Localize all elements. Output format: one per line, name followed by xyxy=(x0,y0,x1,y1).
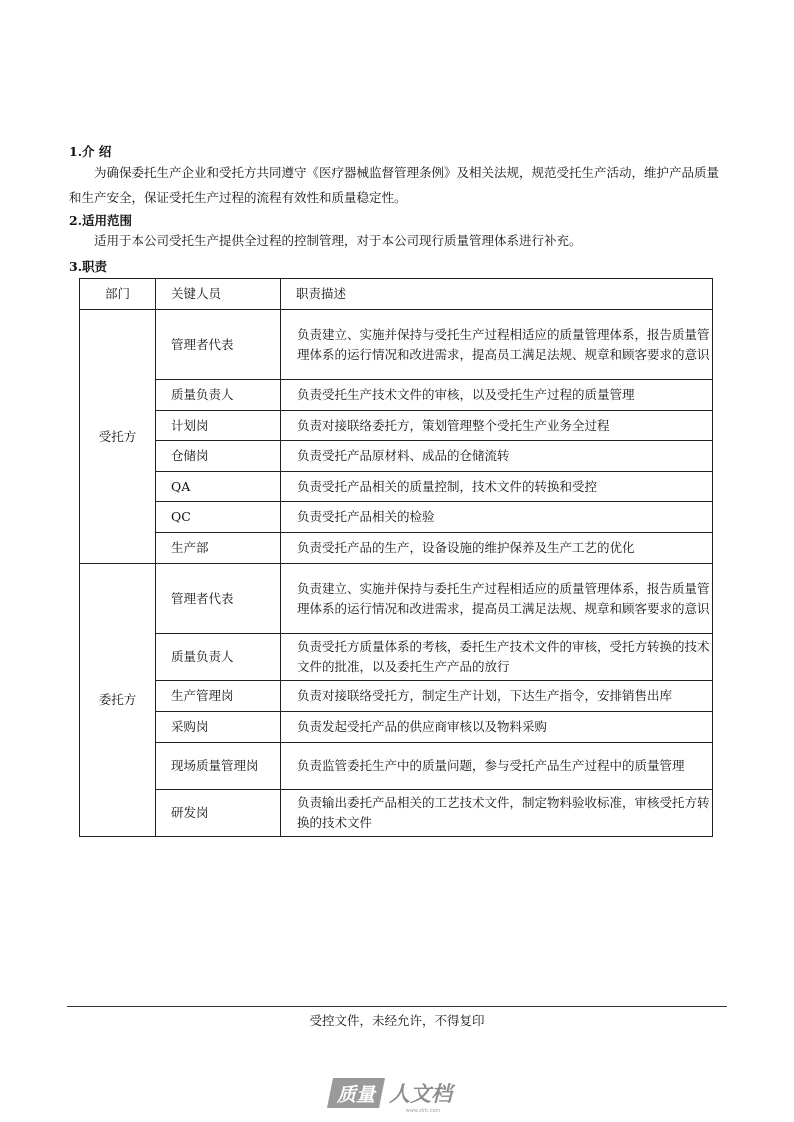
watermark-logo-mark xyxy=(327,1078,385,1108)
dept-cell-principal: 委托方 xyxy=(80,564,156,837)
role-cell: 生产管理岗 xyxy=(156,681,281,712)
role-cell: 质量负责人 xyxy=(156,634,281,681)
table-row xyxy=(80,441,713,472)
section-heading-duties: 3.职责 xyxy=(69,259,108,274)
desc-cell: 负责建立、实施并保持与委托生产过程相适应的质量管理体系，报告质量管理体系的运行情况和改进需求，提高员工满足法规、规章和顾客要求的意识 xyxy=(281,564,713,634)
role-cell: 管理者代表 xyxy=(156,310,281,380)
watermark-url: www.zlrk.com xyxy=(405,1108,441,1114)
desc-cell: 负责受托产品相关的质量控制，技术文件的转换和受控 xyxy=(281,472,713,502)
role-cell: 研发岗 xyxy=(156,790,281,837)
table-row xyxy=(80,681,713,712)
footer-text: 受控文件，未经允许，不得复印 xyxy=(309,1013,485,1028)
section-heading-scope: 2.适用范围 xyxy=(69,213,133,228)
table-row xyxy=(80,634,713,681)
desc-cell: 负责对接联络受托方，制定生产计划，下达生产指令，安排销售出库 xyxy=(281,681,713,712)
role-cell: QA xyxy=(156,472,281,502)
desc-cell: 负责输出委托产品相关的工艺技术文件，制定物料验收标准，审核受托方转换的技术文件 xyxy=(281,790,713,837)
table-row xyxy=(80,564,713,634)
desc-cell: 负责监管委托生产中的质量问题，参与受托产品生产过程中的质量管理 xyxy=(281,743,713,790)
role-cell: 生产部 xyxy=(156,533,281,564)
table-row xyxy=(80,712,713,743)
header-dept: 部门 xyxy=(80,279,156,310)
section-heading-intro: 1.介 绍 xyxy=(69,144,112,159)
desc-cell: 负责受托产品原材料、成品的仓储流转 xyxy=(281,441,713,472)
desc-cell: 负责对接联络委托方，策划管理整个受托生产业务全过程 xyxy=(281,411,713,441)
role-cell: 仓储岗 xyxy=(156,441,281,472)
role-cell: 质量负责人 xyxy=(156,380,281,411)
intro-paragraph: 为确保委托生产企业和受托方共同遵守《医疗器械监督管理条例》及相关法规，规范受托生产活动，维护产品质量和生产安全，保证受托生产过程的流程有效性和质量稳定性。 xyxy=(69,165,720,205)
role-cell: QC xyxy=(156,502,281,533)
header-desc: 职责描述 xyxy=(281,279,713,310)
desc-cell: 负责受托生产技术文件的审核，以及受托生产过程的质量管理 xyxy=(281,380,713,411)
role-cell: 采购岗 xyxy=(156,712,281,743)
desc-cell: 负责受托产品相关的检验 xyxy=(281,502,713,533)
table-row xyxy=(80,502,713,533)
desc-cell: 负责受托产品的生产，设备设施的维护保养及生产工艺的优化 xyxy=(281,533,713,564)
table-row xyxy=(80,533,713,564)
dept-cell-trustee: 受托方 xyxy=(80,310,156,564)
desc-cell: 负责建立、实施并保持与受托生产过程相适应的质量管理体系，报告质量管理体系的运行情况和改进需求，提高员工满足法规、规章和顾客要求的意识 xyxy=(281,310,713,380)
desc-cell: 负责发起受托产品的供应商审核以及物料采购 xyxy=(281,712,713,743)
watermark-text-b: 人文档 xyxy=(389,1082,452,1106)
watermark-text-a: 质量 xyxy=(336,1084,376,1106)
table-row xyxy=(80,310,713,380)
role-cell: 计划岗 xyxy=(156,411,281,441)
table-row xyxy=(80,411,713,441)
table-row xyxy=(80,380,713,411)
role-cell: 管理者代表 xyxy=(156,564,281,634)
footer-divider xyxy=(67,1006,727,1007)
table-header-row xyxy=(80,279,713,310)
desc-cell: 负责受托方质量体系的考核，委托生产技术文件的审核，受托方转换的技术文件的批准，以及委托生产产品的放行 xyxy=(281,634,713,681)
duties-table xyxy=(79,278,713,837)
watermark-logo xyxy=(327,1074,467,1114)
scope-paragraph: 适用于本公司受托生产提供全过程的控制管理，对于本公司现行质量管理体系进行补充。 xyxy=(94,233,582,248)
table-row xyxy=(80,790,713,837)
header-role: 关键人员 xyxy=(156,279,281,310)
table-row xyxy=(80,472,713,502)
role-cell: 现场质量管理岗 xyxy=(156,743,281,790)
table-row xyxy=(80,743,713,790)
